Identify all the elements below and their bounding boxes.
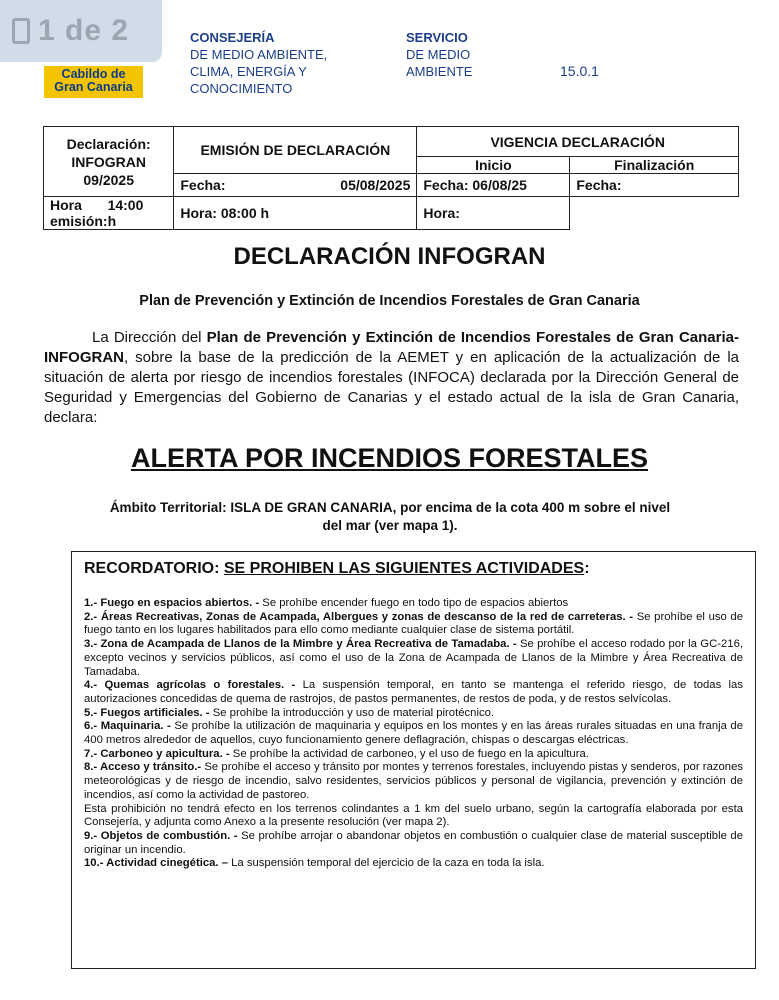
prohibition-item: [84, 803, 743, 830]
prohibition-item: [84, 830, 743, 857]
declaration-label: Declaración:: [66, 135, 151, 152]
reminder-heading-text: SE PROHIBEN LAS SIGUIENTES ACTIVIDADES: [223, 560, 585, 577]
department-line-4: CONOCIMIENTO: [190, 81, 293, 96]
cabildo-logo: [44, 66, 143, 98]
page-indicator[interactable]: [0, 0, 162, 62]
service-line-2: DE MEDIO: [406, 47, 471, 62]
declaration-number: 09/2025: [83, 171, 134, 188]
alert-title: ALERTA POR INCENDIOS FORESTALES: [130, 443, 649, 473]
emission-date-cell: [174, 174, 417, 197]
prohibition-item-title: 7.- Carboneo y apicultura. -: [84, 747, 230, 760]
prohibition-item-title: 3.- Zona de Acampada de Llanos de la Mimbre y Área Recreativa de Tamadaba. -: [84, 638, 517, 651]
emission-title: EMISIÓN DE DECLARACIÓN: [174, 127, 417, 174]
department-block: [190, 29, 327, 97]
emission-date: 05/08/2025: [340, 177, 411, 193]
prohibition-item-text: La suspensión temporal, en tanto se mantenga el referido riesgo, de todas las autorizaciones concedidas de quema de rastrojos, de pastos permanentes, de restos de poda, y de restos selvícolas.: [84, 679, 743, 705]
end-date: Fecha:: [570, 174, 739, 197]
prohibition-item-text: Esta prohibición no tendrá efecto en los terrenos colindantes a 1 km del suelo urbano, según la cartografía elaborada por esta Consejería, y adjunta como Anexo a la presente resolución (ver mapa 2).: [84, 802, 743, 829]
prohibition-item-text: Se prohíbe arrojar o abandonar objetos en combustión o cualquier clase de material susceptible de originar un incendio.: [84, 829, 743, 856]
page-frame-icon: [12, 18, 30, 44]
territorial-scope: [70, 499, 710, 535]
end-time: Hora:: [417, 197, 570, 230]
emission-time-cell: [44, 197, 174, 230]
prohibition-item: [84, 679, 743, 706]
prohibition-item-text: Se prohíbe la utilización de maquinaria y equipos en los montes y en las áreas rurales situadas en una franja de 400 metros alrededor de aquellos, cuyo funcionamiento genere deflagración, chispas o descargas eléctricas.: [84, 720, 744, 747]
date-label: Fecha:: [180, 177, 226, 193]
service-line-1: SERVICIO: [406, 30, 468, 45]
page-indicator-text: 1 de 2: [38, 14, 130, 47]
prohibition-list: [84, 597, 743, 871]
start-label: Inicio: [417, 157, 570, 174]
emission-time: 14:00 h: [107, 197, 144, 229]
start-date: Fecha: 06/08/25: [417, 174, 570, 197]
intro-rest: , sobre la base de la predicción de la AEMET y en aplicación de la actualización de la situación de alerta por riesgo de incendios forestales (INFOCA) declarada por la Dirección General de Seguridad y Emergencias del Gobierno de Canarias y el estado actual de la isla de Gran Canaria, declara:: [44, 349, 739, 426]
intro-lead: La Dirección del: [92, 329, 207, 346]
intro-paragraph: [44, 328, 739, 428]
end-label: Finalización: [570, 157, 739, 174]
prohibition-item-text: La suspensión temporal del ejercicio de la caza en toda la isla.: [228, 857, 545, 870]
prohibition-item-title: 1.- Fuego en espacios abiertos. -: [84, 597, 260, 609]
prohibition-item: [84, 761, 743, 802]
prohibition-item-title: 4.- Quemas agrícolas o forestales. -: [84, 679, 296, 692]
prohibition-item-text: Se prohíbe la actividad de carboneo, y el uso de fuego en la apicultura.: [229, 747, 589, 760]
scope-line-2: del mar (ver mapa 1).: [322, 518, 458, 533]
prohibition-item-title: 8.- Acceso y tránsito.-: [84, 761, 202, 774]
prohibition-item-text: Se prohíbe la introducción y uso de material pirotécnico.: [209, 706, 495, 719]
service-block: [406, 29, 472, 80]
scope-line-1: Ámbito Territorial: ISLA DE GRAN CANARIA, por encima de la cota 400 m sobre el nivel: [109, 500, 671, 515]
prohibition-item: [84, 857, 743, 871]
declaration-name: INFOGRAN: [71, 153, 147, 170]
prohibition-item-title: 2.- Áreas Recreativas, Zonas de Acampada, Albergues y zonas de descanso de la red de carreteras. -: [84, 610, 634, 623]
start-time: Hora: 08:00 h: [174, 197, 417, 230]
intro-bold: Plan de Prevención y Extinción de Incendios Forestales de Gran Canaria-INFOGRAN: [44, 329, 739, 366]
declaration-cell: [44, 127, 174, 197]
reminder-colon: :: [584, 560, 590, 577]
document-title: DECLARACIÓN INFOGRAN: [233, 243, 546, 270]
department-line-1: CONSEJERÍA: [190, 30, 275, 45]
document-code: 15.0.1: [560, 63, 599, 79]
reminder-label: RECORDATORIO:: [84, 560, 224, 577]
prohibition-item-title: 5.- Fuegos artificiales. -: [84, 706, 210, 719]
department-line-3: CLIMA, ENERGÍA Y: [190, 64, 307, 79]
prohibition-item: [84, 611, 743, 638]
prohibition-item: [84, 748, 743, 762]
prohibition-item: [84, 720, 743, 747]
service-line-3: AMBIENTE: [406, 64, 473, 79]
prohibition-item: [84, 597, 743, 611]
reminder-heading: [84, 560, 743, 578]
prohibition-item-title: 6.- Maquinaria. -: [84, 720, 171, 733]
prohibition-item-title: 10.- Actividad cinegética. –: [84, 857, 228, 870]
prohibition-item-text: Se prohíbe encender fuego en todo tipo de espacios abiertos: [259, 597, 569, 609]
document-subtitle: Plan de Prevención y Extinción de Incendios Forestales de Gran Canaria: [139, 293, 640, 309]
prohibition-item-text: Se prohíbe el uso de fuego tanto en los lugares habilitados para ello como mediante cualquier clase de sistema portátil.: [84, 610, 743, 637]
logo-line-1: Cabildo de: [61, 67, 126, 81]
prohibition-item-text: Se prohíbe el acceso rodado por la GC-216, excepto vecinos y servicios públicos, así como el uso de la Zona de Acampada de Llanos de la Mimbre y Área Recreativa de Tamadaba.: [84, 638, 743, 678]
emission-time-label: Hora emisión:: [50, 197, 108, 229]
prohibition-item-title: 9.- Objetos de combustión. -: [84, 829, 238, 842]
reminder-box: [71, 551, 756, 969]
prohibition-item-text: Se prohíbe el acceso y tránsito por montes y terrenos forestales, incluyendo pistas y senderos, por razones meteorológicas y de riesgo de incendio, salvo residentes, servicios públicos y personal de vigilancia, prevención y extinción de incendios, así como la actividad de pastoreo.: [84, 761, 743, 801]
declaration-header-table: [43, 126, 739, 230]
department-line-2: DE MEDIO AMBIENTE,: [190, 47, 328, 62]
prohibition-item: [84, 638, 743, 679]
validity-title: VIGENCIA DECLARACIÓN: [417, 127, 739, 157]
logo-line-2: Gran Canaria: [54, 80, 133, 94]
prohibition-item: [84, 707, 743, 721]
